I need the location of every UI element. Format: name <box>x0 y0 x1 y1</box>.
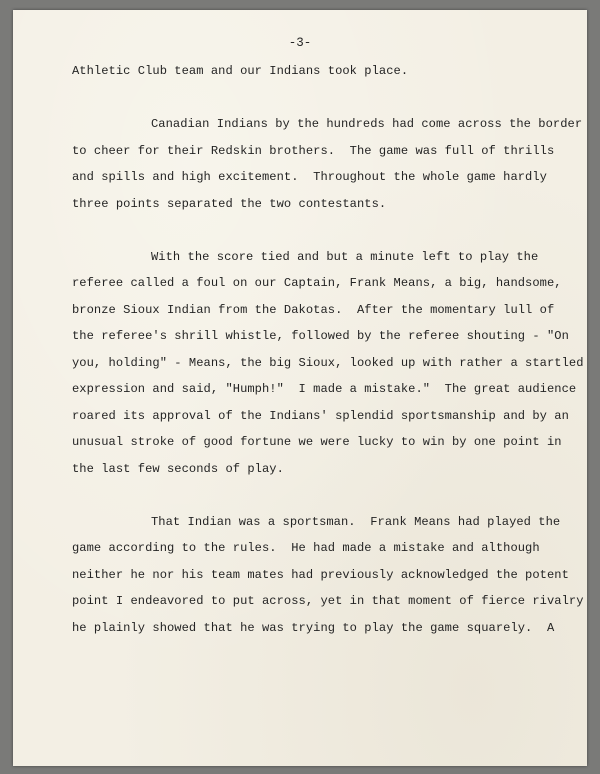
text-line: to cheer for their Redskin brothers. The game was full of thrills <box>72 143 555 158</box>
text-line: unusual stroke of good fortune we were lucky to win by one point in <box>72 435 562 449</box>
text-line: expression and said, "Humph!" I made a mistake." The great audience <box>72 382 577 396</box>
text-line: you, holding" - Means, the big Sioux, looked up with rather a startled <box>72 355 584 370</box>
text-line: referee called a foul on our Captain, Frank Means, a big, handsome, <box>72 276 562 290</box>
text-line: With the score tied and but a minute left to play the <box>151 249 539 264</box>
text-line: neither he nor his team mates had previously acknowledged the potent <box>72 567 569 582</box>
text-line: point I endeavored to put across, yet in that moment of fierce rivalry <box>72 594 584 608</box>
text-line: three points separated the two contestants. <box>72 196 387 211</box>
text-line: the referee's shrill whistle, followed by the referee shouting - "On <box>72 329 569 343</box>
text-line: game according to the rules. He had made a mistake and although <box>72 541 540 555</box>
typewritten-page <box>13 10 587 766</box>
text-line: and spills and high excitement. Throughout the whole game hardly <box>72 170 547 184</box>
page-body <box>72 58 584 641</box>
text-line: he plainly showed that he was trying to play the game squarely. A <box>72 620 555 635</box>
text-line: Athletic Club team and our Indians took place. <box>72 64 409 78</box>
page-number: -3- <box>288 36 312 50</box>
text-line: the last few seconds of play. <box>72 461 284 476</box>
text-line: Canadian Indians by the hundreds had come across the border <box>151 117 583 131</box>
text-line: That Indian was a sportsman. Frank Means had played the <box>151 514 561 529</box>
text-line: roared its approval of the Indians' splendid sportsmanship and by an <box>72 408 569 423</box>
text-line: bronze Sioux Indian from the Dakotas. After the momentary lull of <box>72 302 555 317</box>
